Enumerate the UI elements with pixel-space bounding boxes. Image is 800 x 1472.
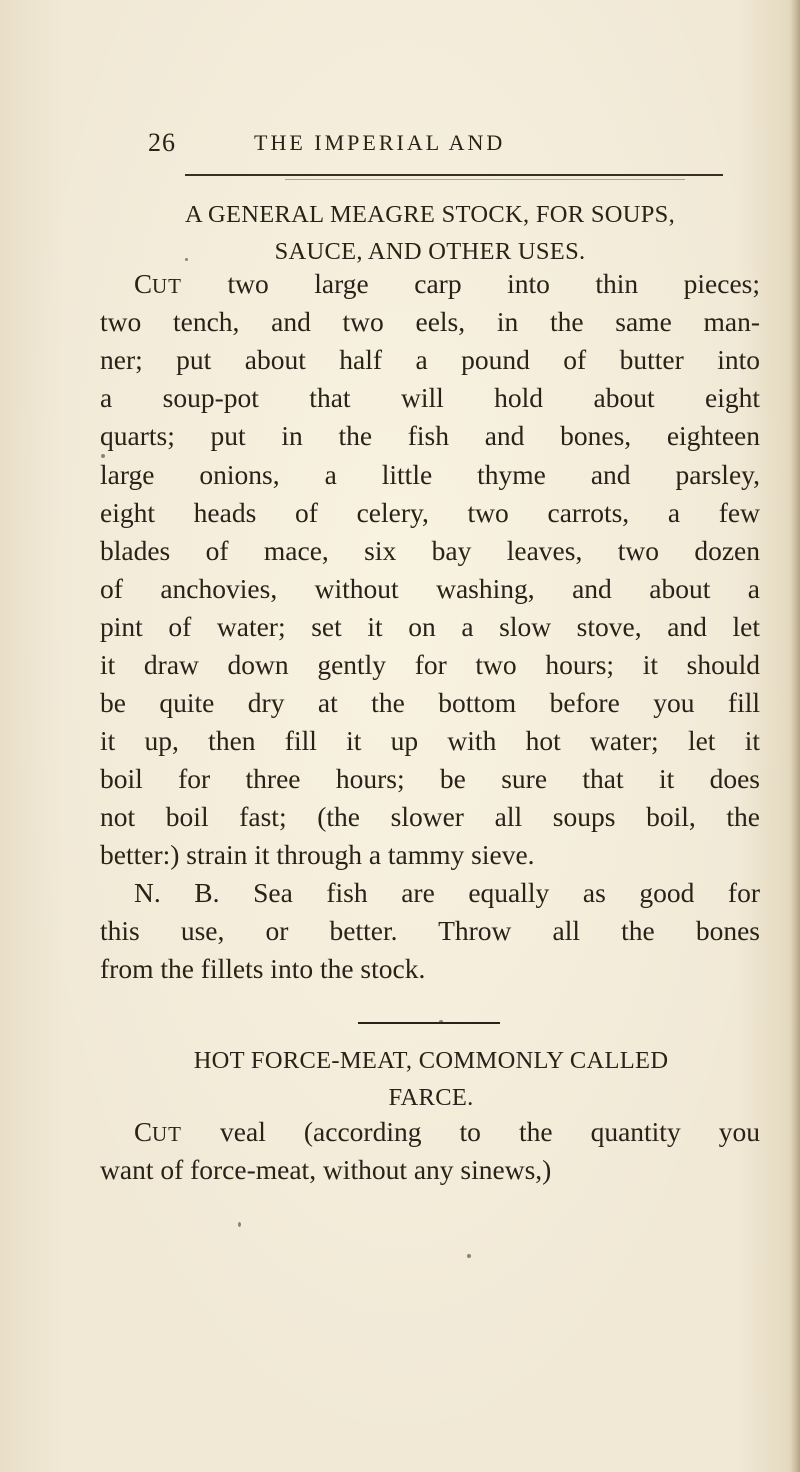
body-line: of anchovies, without washing, and about a (100, 573, 760, 604)
recipe-title-force-meat (96, 1042, 766, 1116)
paper-speck (101, 454, 105, 458)
body-line: quarts; put in the fish and bones, eighteen (100, 420, 760, 451)
recipe-first-line (100, 265, 760, 306)
body-line: boil for three hours; be sure that it does (100, 763, 760, 794)
recipe-first-line (100, 1113, 760, 1154)
first-line-text: two large carp into thin pieces; (182, 268, 760, 299)
body-line: better:) strain it through a tammy sieve. (100, 839, 535, 870)
running-head (148, 128, 728, 168)
body-line: a soup-pot that will hold about eight (100, 382, 760, 413)
paper-speck (439, 1020, 443, 1023)
paper-speck (238, 1222, 241, 1227)
body-line: pint of water; set it on a slow stove, and let (100, 611, 760, 642)
body-line: two tench, and two eels, in the same man- (100, 306, 760, 337)
body-line: it draw down gently for two hours; it should (100, 649, 760, 680)
recipe-title-line: FARCE. (388, 1084, 474, 1111)
note-line: this use, or better. Throw all the bones (100, 915, 760, 946)
recipe-title-line: HOT FORCE-MEAT, COMMONLY CALLED (193, 1047, 669, 1074)
body-line: be quite dry at the bottom before you fill (100, 687, 760, 718)
recipe-title-line: A GENERAL MEAGRE STOCK, FOR SOUPS, (184, 201, 676, 228)
body-line: ner; put about half a pound of butter into (100, 344, 760, 375)
drop-word-rest: UT (152, 274, 183, 298)
header-rule (185, 174, 723, 176)
running-head-title: THE IMPERIAL AND (254, 130, 506, 155)
note-line: N. B. Sea fish are equally as good for (134, 877, 760, 908)
body-line: eight heads of celery, two carrots, a few (100, 497, 760, 528)
recipe-title-line: SAUCE, AND OTHER USES. (274, 238, 586, 265)
paper-speck (185, 258, 188, 261)
body-line: want of force-meat, without any sinews,) (100, 1154, 552, 1185)
drop-word-rest: UT (152, 1122, 183, 1146)
body-line: not boil fast; (the slower all soups boil, the (100, 801, 760, 832)
page-number: 26 (148, 128, 176, 157)
header-rule-faint (285, 179, 685, 180)
recipe-title-meagre-stock (100, 196, 760, 270)
drop-word-initial: C (134, 1117, 153, 1147)
body-line: large onions, a little thyme and parsley, (100, 459, 760, 490)
section-divider (358, 1022, 500, 1024)
page-edge-shadow (790, 0, 800, 1472)
first-line-text: veal (according to the quantity you (182, 1116, 760, 1147)
body-line: blades of mace, six bay leaves, two dozen (100, 535, 760, 566)
note-line: from the fillets into the stock. (100, 953, 426, 984)
paper-speck (467, 1254, 471, 1258)
body-line: it up, then fill it up with hot water; let it (100, 725, 760, 756)
drop-word-initial: C (134, 269, 153, 299)
